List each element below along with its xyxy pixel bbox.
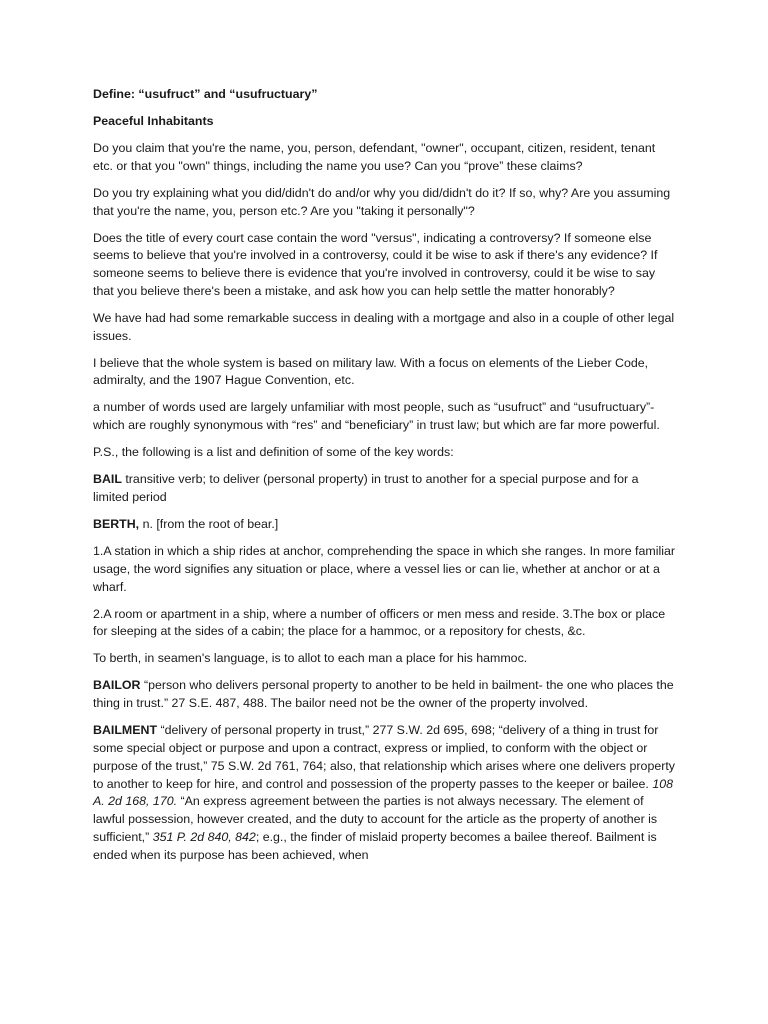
paragraph-ps: P.S., the following is a list and definition of some of the key words:	[93, 445, 454, 460]
definition-bailment	[93, 722, 675, 864]
definition-bail-text: transitive verb; to deliver (personal property) in trust to another for a special purpose and for a limited period	[93, 472, 639, 505]
berth-sense-1: 1.A station in which a ship rides at anchor, comprehending the space in which she ranges. In more familiar usage, the word signifies any situation or place, where a vessel lies or can lie, whether at anchor or at a wharf.	[93, 544, 675, 594]
term-bailment: BAILMENT	[93, 723, 158, 738]
definition-berth	[93, 516, 675, 534]
paragraph-claims: Do you claim that you're the name, you, person, defendant, "owner", occupant, citizen, resident, tenant etc. or that you "own" things, including the name you use? Can you “prove” these claims?	[93, 140, 656, 173]
document-subtitle: Peaceful Inhabitants	[93, 113, 214, 128]
paragraph-unfamiliar-words: a number of words used are largely unfamiliar with most people, such as “usufruct” and “usufructuary”- which are roughly synonymous with “res” and “beneficiary” in trust law; but which are far more powerful.	[93, 400, 660, 433]
paragraph-versus: Does the title of every court case contain the word "versus", indicating a controversy? If someone else seems to believe that you're involved in a controversy, could it be wise to ask if there's any evidence? If someone seems to believe there is evidence that you're involved in controversy, could it be wise to say that you believe there's been a mistake, and ask how you can help settle the matter honorably?	[93, 230, 658, 298]
document-title: Define: “usufruct” and “usufructuary”	[93, 87, 318, 101]
definition-bailment-text-c: ; e.g., the finder of mislaid property becomes a bailee thereof. Bailment is ended when its purpose has been achieved, when	[93, 829, 657, 862]
term-bail: BAIL	[93, 472, 122, 487]
definition-bailment-text-a: “delivery of personal property in trust,” 277 S.W. 2d 695, 698; “delivery of a thing in trust for some special object or purpose and upon a contract, express or implied, to conform with the object or purpose of the trust,” 75 S.W. 2d 761, 764; also, that relationship which arises where one delivers property to another to keep for hire, and control and possession of the property passes to the keeper or bailee.	[93, 723, 675, 791]
definition-berth-text: n. [from the root of bear.]	[139, 517, 279, 532]
paragraph-military-law: I believe that the whole system is based on military law. With a focus on elements of the Lieber Code, admiralty, and the 1907 Hague Convention, etc.	[93, 355, 649, 388]
definition-bailment-text-b: “An express agreement between the parties is not always necessary. The element of lawful possession, however created, and the duty to account for the article as the property of another is sufficient,”	[93, 794, 658, 844]
term-bailor: BAILOR	[93, 678, 141, 693]
paragraph-explaining: Do you try explaining what you did/didn't do and/or why you did/didn't do it? If so, why? Are you assuming that you're the name, you, person etc.? Are you "taking it personally"?	[93, 185, 671, 218]
term-berth: BERTH,	[93, 517, 140, 532]
citation-351-p2d: 351 P. 2d 840, 842	[152, 829, 256, 844]
paragraph-success: We have had had some remarkable success in dealing with a mortgage and also in a couple of other legal issues.	[93, 310, 675, 343]
citation-108-a2d: 108 A. 2d 168, 170.	[93, 776, 673, 809]
definition-bail	[93, 471, 675, 507]
definition-bailor	[93, 677, 675, 713]
document-page	[93, 86, 675, 874]
berth-sense-2: 2.A room or apartment in a ship, where a number of officers or men mess and reside. 3.The box or place for sleeping at the sides of a cabin; the place for a hammoc, or a repository for chests, &c.	[93, 606, 666, 639]
berth-seamen-usage: To berth, in seamen's language, is to allot to each man a place for his hammoc.	[93, 651, 528, 666]
definition-bailor-text: “person who delivers personal property to another to be held in bailment- the one who places the thing in trust.” 27 S.E. 487, 488. The bailor need not be the owner of the property involved.	[93, 678, 674, 711]
